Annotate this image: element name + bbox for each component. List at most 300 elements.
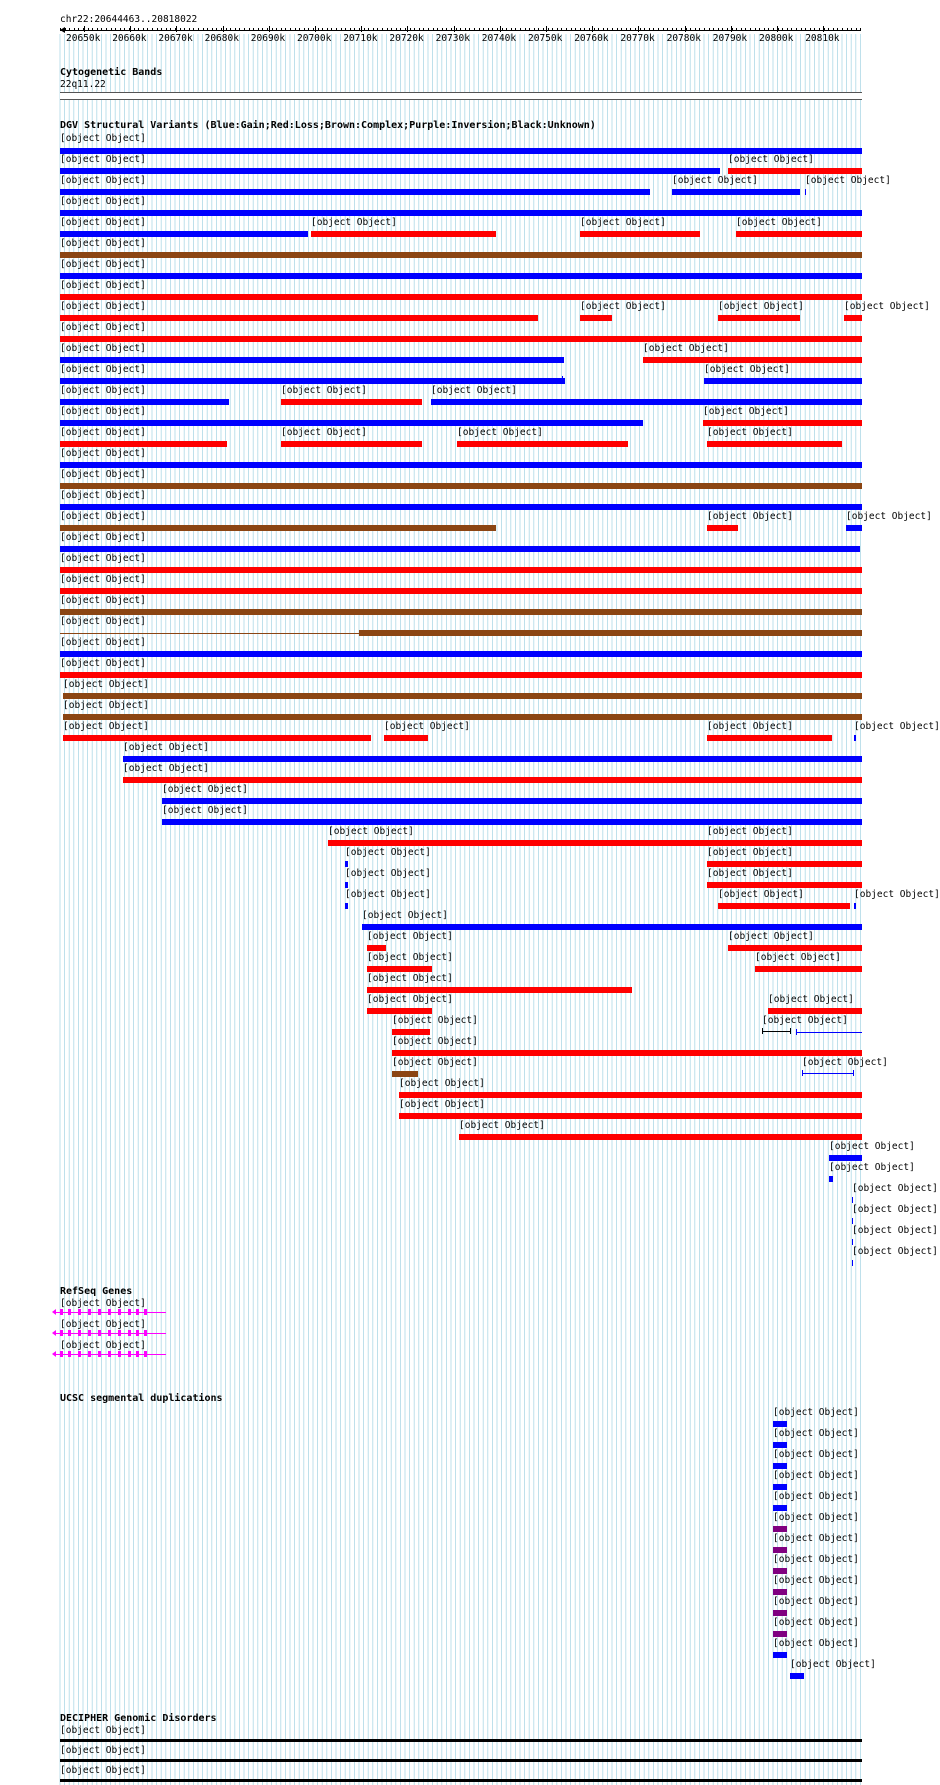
variant-bar xyxy=(829,1155,862,1161)
ruler-minor-tick xyxy=(180,28,181,31)
segdup-label: [object Object] xyxy=(773,1449,859,1460)
ruler-minor-tick xyxy=(810,28,811,31)
ruler-minor-tick xyxy=(644,28,645,31)
variant-label: [object Object] xyxy=(728,931,814,942)
variant-label: [object Object] xyxy=(281,427,367,438)
ruler-minor-tick xyxy=(189,28,190,31)
variant-label: [object Object] xyxy=(829,1162,915,1173)
ruler-minor-tick xyxy=(543,28,544,31)
gene-exon xyxy=(98,1351,101,1357)
dgv-title: DGV Structural Variants (Blue:Gain;Red:Loss;Brown:Complex;Purple:Inversion;Black:Unknown) xyxy=(60,120,596,131)
gene-exon xyxy=(98,1330,101,1336)
variant-thin-line xyxy=(60,633,359,634)
variant-bar xyxy=(707,525,738,531)
variant-label: [object Object] xyxy=(844,301,930,312)
variant-label: [object Object] xyxy=(345,889,431,900)
variant-bar xyxy=(311,231,496,237)
ruler-major-tick xyxy=(500,26,501,32)
variant-label: [object Object] xyxy=(63,721,149,732)
ruler-minor-tick xyxy=(483,28,484,31)
ruler-major-tick xyxy=(223,26,224,32)
ruler-minor-tick xyxy=(589,28,590,31)
ruler-minor-tick xyxy=(258,28,259,31)
ruler-minor-tick xyxy=(345,28,346,31)
variant-label: [object Object] xyxy=(63,679,149,690)
ruler-minor-tick xyxy=(272,28,273,31)
region-label: chr22:20644463..20818022 xyxy=(60,14,198,25)
ruler-tick-label: 20750k xyxy=(528,33,563,44)
ruler-minor-tick xyxy=(617,28,618,31)
variant-bar xyxy=(162,819,862,825)
ruler-minor-tick xyxy=(819,28,820,31)
variant-bar xyxy=(60,483,862,489)
ruler-minor-tick xyxy=(253,28,254,31)
ruler-minor-tick xyxy=(65,28,66,31)
variant-label: [object Object] xyxy=(431,385,517,396)
gene-exon xyxy=(68,1309,71,1315)
gene-exon xyxy=(68,1351,71,1357)
variant-label: [object Object] xyxy=(60,301,146,312)
variant-label: [object Object] xyxy=(392,1015,478,1026)
ruler-minor-tick xyxy=(621,28,622,31)
segdup-bar xyxy=(773,1589,787,1595)
ruler-minor-tick xyxy=(847,28,848,31)
segdup-label: [object Object] xyxy=(773,1407,859,1418)
variant-bar xyxy=(367,945,386,951)
segdup-bar xyxy=(773,1610,787,1616)
variant-bar xyxy=(399,1113,862,1119)
variant-bracket-end xyxy=(790,1028,791,1034)
gene-exon xyxy=(136,1309,139,1315)
ruler-minor-tick xyxy=(327,28,328,31)
variant-label: [object Object] xyxy=(60,280,146,291)
segdup-label: [object Object] xyxy=(773,1491,859,1502)
ruler-minor-tick xyxy=(106,28,107,31)
variant-bar xyxy=(718,315,800,321)
refseq-title: RefSeq Genes xyxy=(60,1286,133,1297)
variant-bar xyxy=(60,210,862,216)
ruler-minor-tick xyxy=(166,28,167,31)
ruler-minor-tick xyxy=(451,28,452,31)
variant-bar xyxy=(60,252,862,258)
ruler-minor-tick xyxy=(138,28,139,31)
segdup-label: [object Object] xyxy=(773,1512,859,1523)
ruler-minor-tick xyxy=(60,28,61,31)
variant-bar xyxy=(805,189,806,195)
variant-label: [object Object] xyxy=(852,1225,938,1236)
segdup-label: [object Object] xyxy=(773,1596,859,1607)
decipher-label: [object Object] xyxy=(60,1765,146,1776)
ruler-minor-tick xyxy=(97,28,98,31)
ruler-minor-tick xyxy=(400,28,401,31)
gene-exon xyxy=(144,1330,147,1336)
variant-label: [object Object] xyxy=(162,805,248,816)
ruler-minor-tick xyxy=(249,28,250,31)
ruler-minor-tick xyxy=(833,28,834,31)
cytoband-title: Cytogenetic Bands xyxy=(60,67,163,78)
variant-bar xyxy=(345,882,348,888)
gene-exon xyxy=(78,1351,81,1357)
ruler-minor-tick xyxy=(630,28,631,31)
variant-bar xyxy=(63,714,862,720)
ruler-minor-tick xyxy=(538,28,539,31)
variant-label: [object Object] xyxy=(367,931,453,942)
ruler-minor-tick xyxy=(704,28,705,31)
gene-exon xyxy=(118,1351,121,1357)
ruler-minor-tick xyxy=(796,28,797,31)
ruler-minor-tick xyxy=(230,28,231,31)
ruler-minor-tick xyxy=(391,28,392,31)
ruler-minor-tick xyxy=(653,28,654,31)
ruler-minor-tick xyxy=(529,28,530,31)
segdup-bar xyxy=(773,1526,787,1532)
ruler-tick-label: 20650k xyxy=(66,33,101,44)
ruler-minor-tick xyxy=(552,28,553,31)
variant-bracket xyxy=(802,1073,854,1074)
gene-exon xyxy=(136,1330,139,1336)
variant-label: [object Object] xyxy=(392,1057,478,1068)
segdup-bar xyxy=(790,1673,804,1679)
ruler-minor-tick xyxy=(759,28,760,31)
variant-bar xyxy=(392,1050,862,1056)
ruler-minor-tick xyxy=(437,28,438,31)
gene-start-arrow xyxy=(52,1309,56,1315)
segdup-bar xyxy=(773,1463,787,1469)
variant-label: [object Object] xyxy=(768,994,854,1005)
variant-bar xyxy=(718,903,850,909)
variant-bar xyxy=(359,630,862,636)
ruler-minor-tick xyxy=(161,28,162,31)
variant-label: [object Object] xyxy=(60,322,146,333)
variant-label: [object Object] xyxy=(718,301,804,312)
ruler-minor-tick xyxy=(580,28,581,31)
ruler-minor-tick xyxy=(722,28,723,31)
variant-label: [object Object] xyxy=(367,973,453,984)
gene-exon xyxy=(98,1309,101,1315)
ruler-major-tick xyxy=(454,26,455,32)
ruler-major-tick xyxy=(361,26,362,32)
ruler-minor-tick xyxy=(295,28,296,31)
gene-exon xyxy=(108,1351,111,1357)
ruler-minor-tick xyxy=(801,28,802,31)
gene-exon xyxy=(118,1330,121,1336)
ruler-minor-tick xyxy=(446,28,447,31)
gene-exon xyxy=(88,1330,91,1336)
ruler-minor-tick xyxy=(308,28,309,31)
ruler-tick-label: 20710k xyxy=(343,33,378,44)
variant-label: [object Object] xyxy=(399,1099,485,1110)
variant-label: [object Object] xyxy=(728,154,814,165)
variant-label: [object Object] xyxy=(829,1141,915,1152)
ruler-minor-tick xyxy=(465,28,466,31)
ruler-minor-tick xyxy=(663,28,664,31)
variant-bar xyxy=(123,777,862,783)
variant-bar xyxy=(60,315,538,321)
variant-label: [object Object] xyxy=(852,1183,938,1194)
ruler-tick-label: 20790k xyxy=(712,33,748,44)
segdup-label: [object Object] xyxy=(773,1533,859,1544)
gene-exon xyxy=(88,1309,91,1315)
variant-label: [object Object] xyxy=(60,616,146,627)
ruler-minor-tick xyxy=(667,28,668,31)
ruler-minor-tick xyxy=(152,28,153,31)
gene-label: [object Object] xyxy=(60,1298,146,1309)
ruler-minor-tick xyxy=(341,28,342,31)
gene-start-arrow xyxy=(52,1330,56,1336)
variant-bar xyxy=(60,357,564,363)
gene-exon xyxy=(144,1309,147,1315)
segdup-bar xyxy=(773,1568,787,1574)
segdup-bar xyxy=(773,1442,787,1448)
variant-bar xyxy=(755,966,862,972)
ruler-minor-tick xyxy=(419,28,420,31)
variant-bar xyxy=(431,399,862,405)
ruler-minor-tick xyxy=(658,28,659,31)
variant-label: [object Object] xyxy=(384,721,470,732)
variant-bar xyxy=(60,168,720,174)
ruler-major-tick xyxy=(546,26,547,32)
segdup-bar xyxy=(773,1484,787,1490)
ruler-minor-tick xyxy=(111,28,112,31)
variant-end-tick xyxy=(562,376,563,382)
ruler-minor-tick xyxy=(814,28,815,31)
variant-bar xyxy=(459,1134,862,1140)
ruler-major-tick xyxy=(84,26,85,32)
ruler-minor-tick xyxy=(709,28,710,31)
ruler-minor-tick xyxy=(768,28,769,31)
ruler-minor-tick xyxy=(405,28,406,31)
gene-exon xyxy=(128,1330,131,1336)
ruler-minor-tick xyxy=(428,28,429,31)
ruler-minor-tick xyxy=(285,28,286,31)
variant-bar xyxy=(345,903,348,909)
ruler-tick-label: 20720k xyxy=(389,33,424,44)
ruler-minor-tick xyxy=(488,28,489,31)
variant-bar xyxy=(707,882,862,888)
variant-label: [object Object] xyxy=(459,1120,545,1131)
variant-bar xyxy=(60,609,862,615)
variant-label: [object Object] xyxy=(60,553,146,564)
variant-bar xyxy=(707,735,832,741)
variant-label: [object Object] xyxy=(60,406,146,417)
ruler-minor-tick xyxy=(147,28,148,31)
variant-label: [object Object] xyxy=(846,511,932,522)
ruler-minor-tick xyxy=(713,28,714,31)
variant-label: [object Object] xyxy=(60,574,146,585)
variant-thin-line xyxy=(60,379,563,380)
variant-label: [object Object] xyxy=(852,1204,938,1215)
variant-label: [object Object] xyxy=(852,1246,938,1257)
ruler-minor-tick xyxy=(304,28,305,31)
variant-bar xyxy=(60,336,862,342)
variant-label: [object Object] xyxy=(707,721,793,732)
variant-bar xyxy=(63,735,371,741)
ruler-minor-tick xyxy=(750,28,751,31)
ruler-minor-tick xyxy=(699,28,700,31)
ruler-minor-tick xyxy=(244,28,245,31)
ruler-minor-tick xyxy=(515,28,516,31)
variant-bar xyxy=(60,651,862,657)
segdup-bar xyxy=(773,1547,787,1553)
variant-label: [object Object] xyxy=(60,385,146,396)
ruler-minor-tick xyxy=(805,28,806,31)
ruler-minor-tick xyxy=(502,28,503,31)
variant-label: [object Object] xyxy=(60,175,146,186)
variant-bar xyxy=(580,315,612,321)
ruler-minor-tick xyxy=(690,28,691,31)
ruler-minor-tick xyxy=(787,28,788,31)
ruler-minor-tick xyxy=(727,28,728,31)
variant-label: [object Object] xyxy=(60,511,146,522)
gene-exon xyxy=(60,1330,63,1336)
ruler-minor-tick xyxy=(143,28,144,31)
ruler-minor-tick xyxy=(612,28,613,31)
ruler-minor-tick xyxy=(115,28,116,31)
variant-bar xyxy=(281,399,422,405)
variant-bar xyxy=(123,756,862,762)
variant-bar xyxy=(60,504,862,510)
variant-label: [object Object] xyxy=(854,721,940,732)
ruler-minor-tick xyxy=(203,28,204,31)
variant-bar xyxy=(392,1071,418,1077)
variant-end-tick xyxy=(796,1029,797,1035)
variant-label: [object Object] xyxy=(643,343,729,354)
variant-bar xyxy=(728,945,862,951)
segdup-bar xyxy=(773,1631,787,1637)
ruler-minor-tick xyxy=(492,28,493,31)
variant-label: [object Object] xyxy=(311,217,397,228)
ruler-minor-tick xyxy=(157,28,158,31)
variant-label: [object Object] xyxy=(60,238,146,249)
ruler-minor-tick xyxy=(860,28,861,31)
ruler-minor-tick xyxy=(88,28,89,31)
variant-bracket-end xyxy=(853,1070,854,1076)
ruler-major-tick xyxy=(592,26,593,32)
ruler-major-tick xyxy=(407,26,408,32)
ruler-minor-tick xyxy=(318,28,319,31)
variant-bar xyxy=(60,273,862,279)
variant-label: [object Object] xyxy=(392,1036,478,1047)
ruler-minor-tick xyxy=(396,28,397,31)
variant-bar xyxy=(60,546,860,552)
variant-bar xyxy=(281,441,422,447)
variant-bar xyxy=(60,231,308,237)
variant-label: [object Object] xyxy=(60,343,146,354)
variant-label: [object Object] xyxy=(60,490,146,501)
ruler-minor-tick xyxy=(74,28,75,31)
variant-bar xyxy=(643,357,862,363)
variant-label: [object Object] xyxy=(362,910,448,921)
ruler-minor-tick xyxy=(410,28,411,31)
ruler-minor-tick xyxy=(598,28,599,31)
variant-bar xyxy=(854,903,856,909)
variant-label: [object Object] xyxy=(123,763,209,774)
ruler-minor-tick xyxy=(736,28,737,31)
gene-exon xyxy=(108,1330,111,1336)
ruler-minor-tick xyxy=(828,28,829,31)
variant-label: [object Object] xyxy=(60,658,146,669)
ruler-tick-label: 20800k xyxy=(759,33,794,44)
ruler-minor-tick xyxy=(718,28,719,31)
ruler-major-tick xyxy=(315,26,316,32)
variant-label: [object Object] xyxy=(707,868,793,879)
ruler-minor-tick xyxy=(354,28,355,31)
ruler-minor-tick xyxy=(276,28,277,31)
segdup-label: [object Object] xyxy=(773,1470,859,1481)
ruler-minor-tick xyxy=(170,28,171,31)
gene-exon xyxy=(78,1309,81,1315)
ruler-minor-tick xyxy=(511,28,512,31)
variant-bar xyxy=(846,525,862,531)
variant-label: [object Object] xyxy=(60,448,146,459)
ruler-minor-tick xyxy=(640,28,641,31)
variant-bar xyxy=(60,441,227,447)
ruler-minor-tick xyxy=(281,28,282,31)
variant-label: [object Object] xyxy=(60,532,146,543)
variant-label: [object Object] xyxy=(854,889,940,900)
variant-bar xyxy=(852,1218,853,1224)
ruler-minor-tick xyxy=(184,28,185,31)
variant-label: [object Object] xyxy=(60,595,146,606)
variant-bracket xyxy=(762,1031,790,1032)
ruler-minor-tick xyxy=(584,28,585,31)
variant-bar xyxy=(852,1239,853,1245)
ruler-major-tick xyxy=(638,26,639,32)
ruler-minor-tick xyxy=(856,28,857,31)
ruler-minor-tick xyxy=(681,28,682,31)
variant-bar xyxy=(768,1008,862,1014)
variant-bar xyxy=(60,294,862,300)
ruler-minor-tick xyxy=(695,28,696,31)
ruler-minor-tick xyxy=(520,28,521,31)
ruler-minor-tick xyxy=(359,28,360,31)
variant-bar xyxy=(829,1176,833,1182)
ruler-minor-tick xyxy=(207,28,208,31)
ruler-tick-label: 20770k xyxy=(620,33,655,44)
ruler-minor-tick xyxy=(497,28,498,31)
variant-label: [object Object] xyxy=(580,301,666,312)
segdup-label: [object Object] xyxy=(773,1554,859,1565)
ruler-minor-tick xyxy=(377,28,378,31)
segdup-label: [object Object] xyxy=(790,1659,876,1670)
variant-label: [object Object] xyxy=(802,1057,888,1068)
variant-bar xyxy=(60,399,229,405)
variant-label: [object Object] xyxy=(60,364,146,375)
gene-exon xyxy=(88,1351,91,1357)
ruler-minor-tick xyxy=(479,28,480,31)
ruler-minor-tick xyxy=(474,28,475,31)
ruler-minor-tick xyxy=(594,28,595,31)
ruler-minor-tick xyxy=(456,28,457,31)
variant-label: [object Object] xyxy=(707,427,793,438)
ruler-minor-tick xyxy=(92,28,93,31)
ruler-minor-tick xyxy=(607,28,608,31)
ruler-minor-tick xyxy=(755,28,756,31)
variant-label: [object Object] xyxy=(367,952,453,963)
variant-bar xyxy=(60,672,862,678)
gene-exon xyxy=(128,1351,131,1357)
variant-label: [object Object] xyxy=(707,847,793,858)
ruler-minor-tick xyxy=(575,28,576,31)
ruler-minor-tick xyxy=(387,28,388,31)
ruler-minor-tick xyxy=(764,28,765,31)
ruler-tick-label: 20660k xyxy=(112,33,147,44)
variant-bar xyxy=(60,189,650,195)
variant-label: [object Object] xyxy=(367,994,453,1005)
gene-exon xyxy=(144,1351,147,1357)
ruler-minor-tick xyxy=(336,28,337,31)
ruler-minor-tick xyxy=(124,28,125,31)
